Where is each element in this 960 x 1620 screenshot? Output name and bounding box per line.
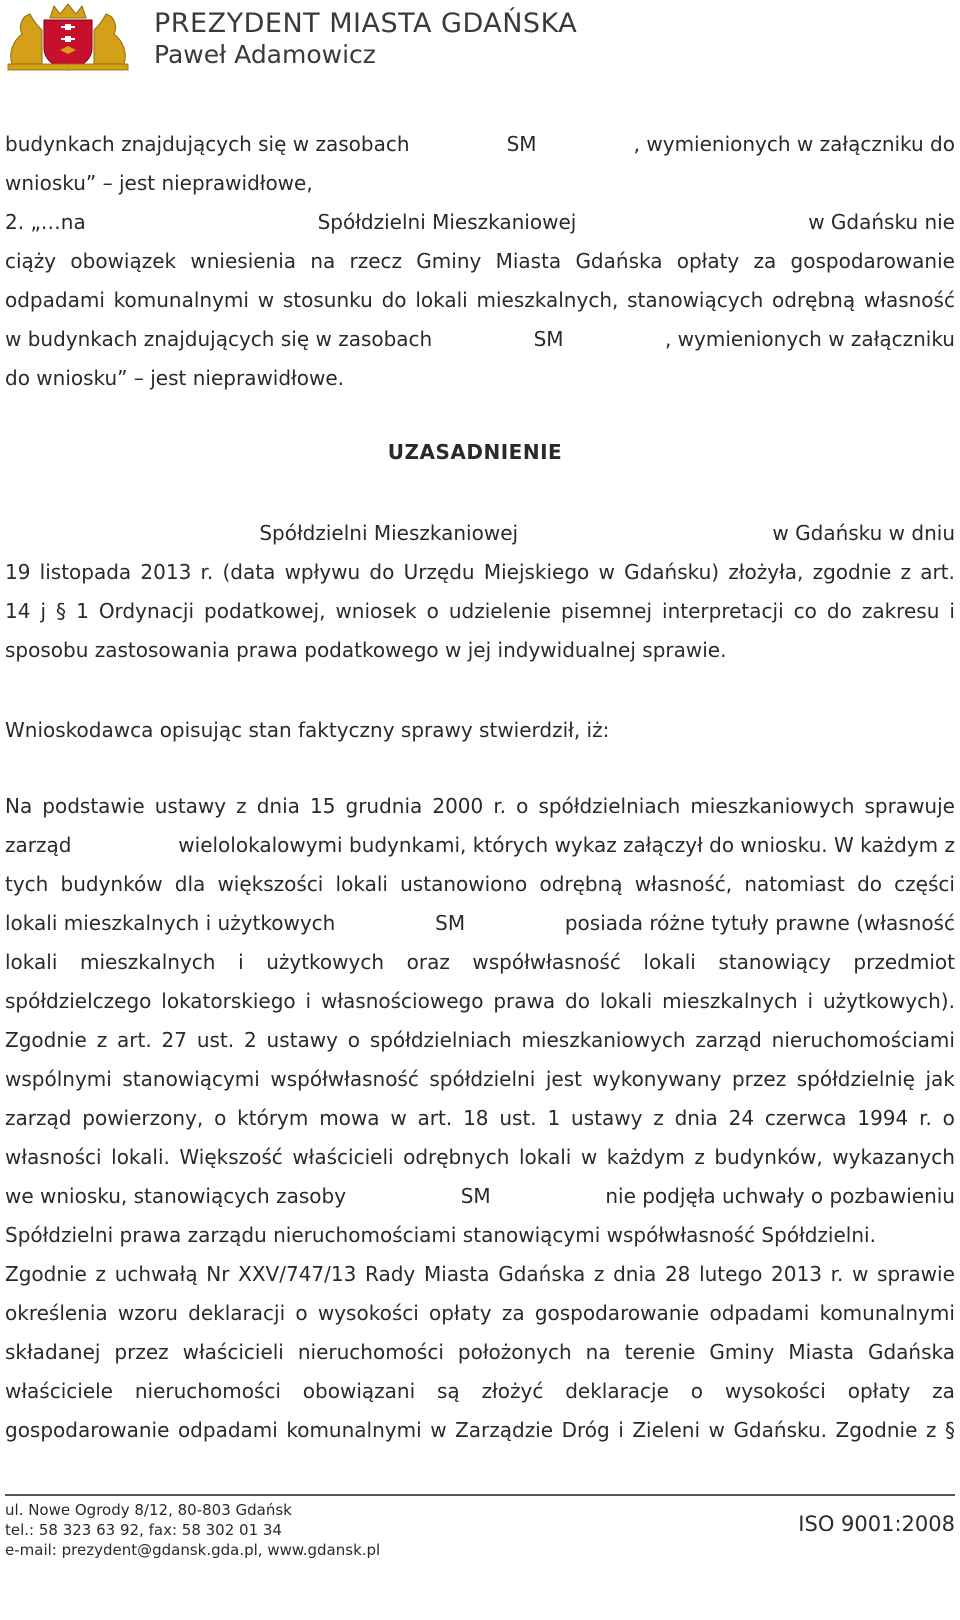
word: tych	[5, 872, 49, 896]
word: 19	[5, 560, 31, 584]
word: właścicieli	[292, 1145, 394, 1169]
word: Rady	[365, 1262, 416, 1286]
word: w	[257, 288, 275, 312]
word: udzielenie	[448, 599, 551, 623]
text-line	[5, 247, 955, 287]
word: użytkowych	[266, 950, 385, 974]
word: lokali	[599, 989, 653, 1013]
word: właścicieli	[182, 1340, 284, 1364]
word: zakresu	[861, 599, 940, 623]
text-line	[5, 1026, 955, 1066]
footer-divider	[5, 1494, 955, 1496]
word: Miasta	[423, 1262, 490, 1286]
word: do	[565, 989, 590, 1013]
word: Ordynacji	[98, 599, 194, 623]
word: listopada	[39, 560, 132, 584]
word: własnościowego	[321, 989, 484, 1013]
footer-email: e-mail: prezydent@gdansk.gda.pl, www.gdansk.pl	[5, 1541, 381, 1559]
word: deklaracji	[188, 1301, 286, 1325]
text-line	[5, 169, 313, 209]
word: §	[56, 599, 67, 623]
text-segment: Spółdzielni Mieszkaniowej	[317, 210, 577, 234]
word: są	[437, 1379, 460, 1403]
word: Miasta	[788, 1340, 854, 1364]
word: Na	[5, 794, 33, 818]
word: każdym	[606, 1145, 685, 1169]
word: i	[618, 1418, 624, 1442]
word: i	[305, 989, 312, 1013]
word: nieruchomościami	[771, 1028, 955, 1052]
word: wpływu	[284, 560, 361, 584]
word: którym	[237, 1106, 309, 1130]
text-segment: SM	[506, 132, 537, 156]
gdansk-coat-of-arms-icon	[4, 2, 132, 72]
word: z	[653, 1106, 664, 1130]
text-line	[5, 636, 726, 676]
word: r.	[830, 1262, 844, 1286]
word: i	[949, 599, 955, 623]
word: ustawy	[154, 794, 227, 818]
word: własności	[5, 1145, 102, 1169]
word: współwłasność	[270, 1067, 419, 1091]
word: mieszkalnych	[662, 989, 798, 1013]
letterhead	[4, 2, 944, 72]
iso-certification: ISO 9001:2008	[798, 1512, 955, 1536]
footer-phone: tel.: 58 323 63 92, fax: 58 302 01 34	[5, 1521, 282, 1539]
word: dnia	[256, 794, 300, 818]
word: spółdzielnię	[796, 1067, 915, 1091]
word: 2000	[432, 794, 484, 818]
text-line	[5, 1299, 955, 1339]
word: 18	[463, 1106, 489, 1130]
word: lokali	[643, 950, 696, 974]
text-line	[5, 948, 955, 988]
word: Gdańska	[867, 1340, 955, 1364]
word: lokali	[518, 1145, 572, 1169]
word: gospodarowanie	[534, 1301, 700, 1325]
word: komunalnymi	[819, 1301, 955, 1325]
word: nieruchomości	[297, 1340, 444, 1364]
word: gospodarowanie	[5, 1418, 170, 1442]
word: za	[932, 1379, 955, 1403]
text-segment: wniosku” – jest nieprawidłowe,	[5, 171, 313, 195]
text-segment: w budynkach znajdujących się w zasobach	[5, 327, 433, 351]
word: pisemnej	[561, 599, 653, 623]
word: opłaty	[847, 1379, 911, 1403]
word: 24	[728, 1106, 755, 1130]
word: sprawie	[877, 1262, 955, 1286]
text-line	[5, 1104, 955, 1144]
word: uchwałą	[114, 1262, 198, 1286]
word: Miasta	[495, 249, 562, 273]
text-segment: SM	[533, 327, 564, 351]
word: 1	[547, 1106, 561, 1130]
text-segment: , wymienionych w załączniku	[664, 327, 955, 351]
word: właściciele	[5, 1379, 113, 1403]
text-line	[5, 1260, 955, 1300]
word: na	[585, 1340, 611, 1364]
word: sprawuje	[864, 794, 955, 818]
word: z	[694, 1145, 705, 1169]
word: grudnia	[345, 794, 423, 818]
word: Gdańsku)	[624, 560, 720, 584]
word: Zgodnie	[835, 1418, 918, 1442]
word: wykonywany	[592, 1067, 722, 1091]
word: art.	[920, 560, 955, 584]
word: mieszkaniowych	[521, 1028, 686, 1052]
word: prawa	[493, 989, 556, 1013]
word: wniesienia	[190, 249, 297, 273]
word: o	[347, 1028, 360, 1052]
word: ustawy	[266, 1028, 338, 1052]
word: 2013	[771, 1262, 822, 1286]
word: 1	[76, 599, 89, 623]
word: budynków,	[714, 1145, 823, 1169]
word: wspólnymi	[5, 1067, 112, 1091]
text-segment: budynkach znajdujących się w zasobach	[5, 132, 410, 156]
word: XXV/747/13	[238, 1262, 357, 1286]
word: odrębną	[772, 288, 856, 312]
text-line	[5, 558, 955, 598]
text-segment: w Gdańsku nie	[808, 210, 955, 234]
word: z	[593, 1262, 605, 1286]
word: terenie	[624, 1340, 696, 1364]
word: za	[501, 1301, 525, 1325]
word: zarząd	[5, 1106, 72, 1130]
word: Gdańska	[575, 249, 663, 273]
word: ustanowiono	[400, 872, 528, 896]
word: 28	[664, 1262, 691, 1286]
word: lokali.	[111, 1145, 170, 1169]
word: o	[214, 1106, 227, 1130]
letterhead-title: PREZYDENT MIASTA GDAŃSKA	[154, 8, 578, 39]
word: deklaracje	[565, 1379, 669, 1403]
word: 2	[243, 1028, 257, 1052]
word: Gdańsku.	[733, 1418, 827, 1442]
text-line	[5, 130, 955, 170]
text-segment: we wniosku, stanowiących zasoby	[5, 1184, 347, 1208]
word: stanowiących	[627, 288, 764, 312]
word: określenia	[5, 1301, 108, 1325]
word: art.	[417, 1106, 453, 1130]
word: stosunku	[282, 288, 373, 312]
word: o	[426, 599, 439, 623]
footer-address: ul. Nowe Ogrody 8/12, 80-803 Gdańsk	[5, 1501, 292, 1519]
text-segment: posiada różne tytuły prawne (własność	[564, 911, 955, 935]
word: czerwca	[764, 1106, 847, 1130]
word: ustawy	[571, 1106, 643, 1130]
word: 2013	[140, 560, 192, 584]
word: opłaty	[676, 249, 740, 273]
word: mowa	[319, 1106, 380, 1130]
word: spółdzielni	[429, 1067, 536, 1091]
text-line	[5, 870, 955, 910]
word: do	[369, 560, 395, 584]
text-line	[5, 364, 344, 404]
text-line	[5, 792, 955, 832]
word: przez	[114, 1340, 169, 1364]
word: części	[894, 872, 955, 896]
word: powierzony,	[82, 1106, 204, 1130]
word: Zgodnie	[5, 1262, 87, 1286]
word: Gminy	[416, 249, 482, 273]
text-line	[5, 1221, 876, 1261]
word: wzoru	[117, 1301, 178, 1325]
word: r.	[493, 794, 507, 818]
text-segment: SM	[460, 1184, 491, 1208]
word: z	[900, 560, 911, 584]
word: ciąży	[5, 249, 57, 273]
word: w	[430, 1418, 447, 1442]
word: mieszkalnych	[79, 950, 216, 974]
word: ust.	[196, 1028, 235, 1052]
paragraph-line: Wnioskodawca opisując stan faktyczny sprawy stwierdził, iż:	[5, 718, 610, 742]
word: do	[381, 288, 407, 312]
word: lokali	[335, 872, 388, 896]
word: opłaty	[429, 1301, 492, 1325]
word: gospodarowanie	[790, 249, 955, 273]
word: 14	[5, 599, 31, 623]
text-line	[5, 987, 955, 1027]
word: złożyć	[481, 1379, 544, 1403]
word: Zieleni	[632, 1418, 701, 1442]
word: w	[390, 1106, 407, 1130]
word: lokatorskiego	[161, 989, 296, 1013]
word: za	[753, 249, 777, 273]
text-segment: nie podjęła uchwały o pozbawieniu	[605, 1184, 955, 1208]
word: i	[807, 989, 814, 1013]
word: składanej	[5, 1340, 101, 1364]
word: o	[942, 1106, 955, 1130]
word: Dróg	[561, 1418, 610, 1442]
text-line	[5, 1416, 955, 1456]
word: zarząd	[695, 1028, 762, 1052]
text-line	[5, 519, 955, 559]
word: do	[857, 872, 882, 896]
word: lokali	[5, 950, 58, 974]
word: położonych	[457, 1340, 572, 1364]
word: odrębnych	[403, 1145, 510, 1169]
word: wykazanych	[832, 1145, 955, 1169]
word: dnia	[613, 1262, 657, 1286]
word: wysokości	[724, 1379, 826, 1403]
word: r.	[200, 560, 214, 584]
word: o	[516, 794, 529, 818]
text-segment: 2. „…na	[5, 210, 86, 234]
word: art.	[117, 1028, 152, 1052]
word: odpadami	[709, 1301, 810, 1325]
word: użytkowych).	[822, 989, 955, 1013]
text-segment: do wniosku” – jest nieprawidłowe.	[5, 366, 344, 390]
word: ust.	[499, 1106, 537, 1130]
word: rzecz	[349, 249, 403, 273]
word: nieruchomości	[134, 1379, 281, 1403]
word: Zgodnie	[5, 1028, 87, 1052]
text-segment: sposobu zastosowania prawa podatkowego w jej indywidualnej sprawie.	[5, 638, 727, 662]
word: lokali	[415, 288, 468, 312]
word: §	[944, 1418, 955, 1442]
word: Urzędu	[403, 560, 475, 584]
word: podstawie	[42, 794, 145, 818]
text-line	[5, 831, 955, 871]
letterhead-subtitle: Paweł Adamowicz	[154, 40, 376, 69]
text-segment: Spółdzielni Mieszkaniowej	[259, 521, 519, 545]
text-line	[5, 1377, 955, 1417]
text-segment: lokali mieszkalnych i użytkowych	[5, 911, 336, 935]
word: w	[580, 1145, 598, 1169]
word: Gminy	[709, 1340, 775, 1364]
word: obowiązek	[70, 249, 177, 273]
text-segment: , wymienionych w załączniku do	[633, 132, 955, 156]
word: o	[295, 1301, 308, 1325]
word: na	[310, 249, 336, 273]
text-segment: Spółdzielni prawa zarządu nieruchomościami stanowiącymi współwłasność Spółdzielni.	[5, 1223, 876, 1247]
word: Nr	[206, 1262, 230, 1286]
section-heading: UZASADNIENIE	[387, 440, 563, 464]
text-line	[5, 1065, 955, 1105]
word: 27	[161, 1028, 187, 1052]
word: (data	[222, 560, 276, 584]
text-line	[5, 909, 955, 949]
word: w	[598, 560, 615, 584]
word: interpretacji	[662, 599, 784, 623]
word: z	[236, 794, 247, 818]
word: złożyła,	[728, 560, 804, 584]
text-line	[5, 325, 955, 365]
word: stanowiącymi	[122, 1067, 260, 1091]
word: budynków	[60, 872, 163, 896]
word: jak	[925, 1067, 955, 1091]
word: dla	[174, 872, 206, 896]
text-line	[5, 1182, 955, 1222]
word: przedmiot	[853, 950, 955, 974]
word: Gdańska	[498, 1262, 586, 1286]
word: Zarządzie	[455, 1418, 554, 1442]
word: obowiązani	[302, 1379, 416, 1403]
word: i	[238, 950, 244, 974]
word: przez	[731, 1067, 787, 1091]
text-line	[5, 1338, 955, 1378]
word: współwłasność	[472, 950, 621, 974]
word: r.	[919, 1106, 932, 1130]
word: jest	[545, 1067, 582, 1091]
text-segment: w Gdańsku w dniu	[772, 521, 955, 545]
word: w	[708, 1418, 725, 1442]
word: 15	[309, 794, 336, 818]
word: 1994	[857, 1106, 909, 1130]
text-segment: wielolokalowymi budynkami, których wykaz załączył do wniosku. W każdym z	[178, 833, 955, 857]
word: komunalnymi	[113, 288, 249, 312]
word: Miejskiego	[483, 560, 590, 584]
text-line	[5, 286, 955, 326]
word: spółdzielczego	[5, 989, 152, 1013]
text-segment: zarząd	[5, 833, 72, 857]
word: o	[690, 1379, 704, 1403]
word: odpadami	[177, 1418, 278, 1442]
word: odrębną	[539, 872, 623, 896]
word: stanowiący	[718, 950, 831, 974]
text-line	[5, 208, 955, 248]
word: j	[40, 599, 47, 623]
word: z	[96, 1028, 108, 1052]
word: lutego	[699, 1262, 763, 1286]
word: dnia	[674, 1106, 718, 1130]
word: podatkowej,	[204, 599, 326, 623]
word: spółdzielniach	[538, 794, 681, 818]
text-line	[5, 597, 955, 637]
word: mieszkaniowych	[690, 794, 855, 818]
word: zgodnie	[812, 560, 892, 584]
word: własność,	[634, 872, 733, 896]
word: z	[95, 1262, 107, 1286]
word: do	[826, 599, 852, 623]
word: natomiast	[744, 872, 845, 896]
word: własność	[863, 288, 955, 312]
word: oraz	[406, 950, 450, 974]
text-line	[5, 1143, 955, 1183]
word: mieszkalnych,	[476, 288, 619, 312]
text-segment: SM	[435, 911, 466, 935]
footer-contact	[5, 1500, 380, 1560]
word: Większość	[179, 1145, 283, 1169]
word: odpadami	[5, 288, 105, 312]
word: wysokości	[317, 1301, 419, 1325]
word: z	[925, 1418, 937, 1442]
word: wniosek	[335, 599, 417, 623]
word: co	[793, 599, 817, 623]
word: w	[852, 1262, 869, 1286]
word: komunalnymi	[286, 1418, 422, 1442]
word: spółdzielniach	[369, 1028, 512, 1052]
word: większości	[217, 872, 324, 896]
